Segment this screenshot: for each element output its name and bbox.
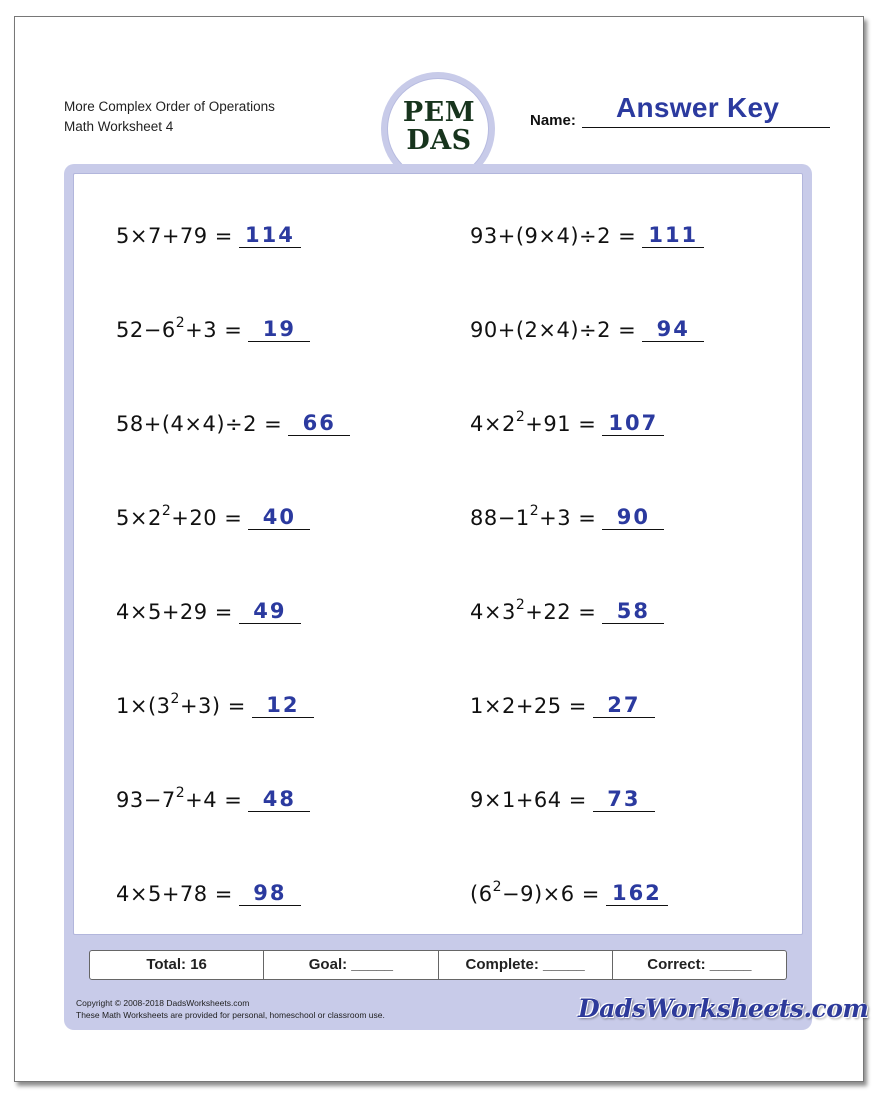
problem-answer: 94 <box>642 317 704 342</box>
problem-expression: 90+(2×4)÷2 = <box>470 318 637 342</box>
problem-6 <box>470 400 664 436</box>
exponent: 2 <box>529 503 540 519</box>
expression-base: (6 <box>470 882 493 906</box>
problem-expression <box>470 879 600 906</box>
problem-3 <box>116 306 310 342</box>
expression-base: 5×2 <box>116 506 162 530</box>
expression-rest: +3 = <box>185 318 243 342</box>
problem-expression <box>116 315 243 342</box>
problem-expression: 4×5+29 = <box>116 600 233 624</box>
logo-line-1: PEM <box>402 97 476 128</box>
problem-answer: 114 <box>239 223 301 248</box>
problem-2 <box>470 212 704 248</box>
problem-answer: 49 <box>239 599 301 624</box>
problem-1 <box>116 212 301 248</box>
copyright-block <box>76 997 385 1021</box>
title-line-1: More Complex Order of Operations <box>64 99 275 114</box>
problem-answer: 66 <box>288 411 350 436</box>
score-total: Total: 16 <box>90 951 264 979</box>
score-bar <box>89 950 787 980</box>
expression-rest: +3 = <box>539 506 597 530</box>
problem-15 <box>116 870 301 906</box>
exponent: 2 <box>175 315 186 331</box>
exponent: 2 <box>515 409 526 425</box>
problem-answer: 107 <box>602 411 664 436</box>
problem-expression: 5×7+79 = <box>116 224 233 248</box>
copyright-text: Copyright © 2008-2018 DadsWorksheets.com <box>76 998 250 1008</box>
score-complete: Complete: _____ <box>439 951 613 979</box>
answer-key-text: Answer Key <box>616 92 780 123</box>
problem-expression <box>116 785 243 812</box>
brand-logo: DadsWorksheets.com <box>578 994 869 1023</box>
expression-base: 4×2 <box>470 412 516 436</box>
problem-expression: 93+(9×4)÷2 = <box>470 224 637 248</box>
problem-4 <box>470 306 704 342</box>
problem-expression <box>116 503 243 530</box>
problem-7 <box>116 494 310 530</box>
expression-rest: +20 = <box>171 506 243 530</box>
problem-answer: 98 <box>239 881 301 906</box>
expression-rest: +3) = <box>179 694 246 718</box>
expression-base: 52−6 <box>116 318 176 342</box>
problem-expression <box>116 691 246 718</box>
problem-answer: 162 <box>606 881 668 906</box>
problem-9 <box>116 588 301 624</box>
problem-area <box>73 173 803 935</box>
score-correct: Correct: _____ <box>647 956 752 973</box>
logo-line-2: DAS <box>406 125 472 156</box>
exponent: 2 <box>175 785 186 801</box>
expression-rest: +91 = <box>525 412 597 436</box>
exponent: 2 <box>170 691 180 707</box>
problem-expression: 4×5+78 = <box>116 882 233 906</box>
name-field <box>530 92 830 130</box>
expression-rest: +22 = <box>525 600 597 624</box>
problem-8 <box>470 494 664 530</box>
problem-answer: 73 <box>593 787 655 812</box>
problem-12 <box>470 682 655 718</box>
worksheet-title <box>64 97 275 137</box>
expression-base: 88−1 <box>470 506 530 530</box>
problem-answer: 19 <box>248 317 310 342</box>
problem-answer: 58 <box>602 599 664 624</box>
problem-10 <box>470 588 664 624</box>
problem-5 <box>116 400 350 436</box>
expression-base: 4×3 <box>470 600 516 624</box>
problem-expression: 58+(4×4)÷2 = <box>116 412 283 436</box>
problem-13 <box>116 776 310 812</box>
problem-expression: 9×1+64 = <box>470 788 587 812</box>
problem-expression <box>470 597 597 624</box>
expression-rest: −9)×6 = <box>501 882 600 906</box>
problem-16 <box>470 870 668 906</box>
problem-answer: 90 <box>602 505 664 530</box>
score-goal: Goal: _____ <box>264 951 438 979</box>
exponent: 2 <box>492 879 502 895</box>
problem-expression <box>470 409 597 436</box>
expression-base: 93−7 <box>116 788 176 812</box>
expression-base: 1×(3 <box>116 694 171 718</box>
expression-rest: +4 = <box>185 788 243 812</box>
name-label: Name: <box>530 112 576 129</box>
problem-answer: 48 <box>248 787 310 812</box>
problem-answer: 111 <box>642 223 704 248</box>
problem-answer: 12 <box>252 693 314 718</box>
usage-notice: These Math Worksheets are provided for personal, homeschool or classroom use. <box>76 1010 385 1020</box>
title-line-2: Math Worksheet 4 <box>64 119 174 134</box>
problem-expression: 1×2+25 = <box>470 694 587 718</box>
exponent: 2 <box>161 503 172 519</box>
problem-expression <box>470 503 597 530</box>
problem-11 <box>116 682 314 718</box>
problem-answer: 40 <box>248 505 310 530</box>
problem-answer: 27 <box>593 693 655 718</box>
name-underline <box>582 127 830 128</box>
exponent: 2 <box>515 597 526 613</box>
problem-14 <box>470 776 655 812</box>
